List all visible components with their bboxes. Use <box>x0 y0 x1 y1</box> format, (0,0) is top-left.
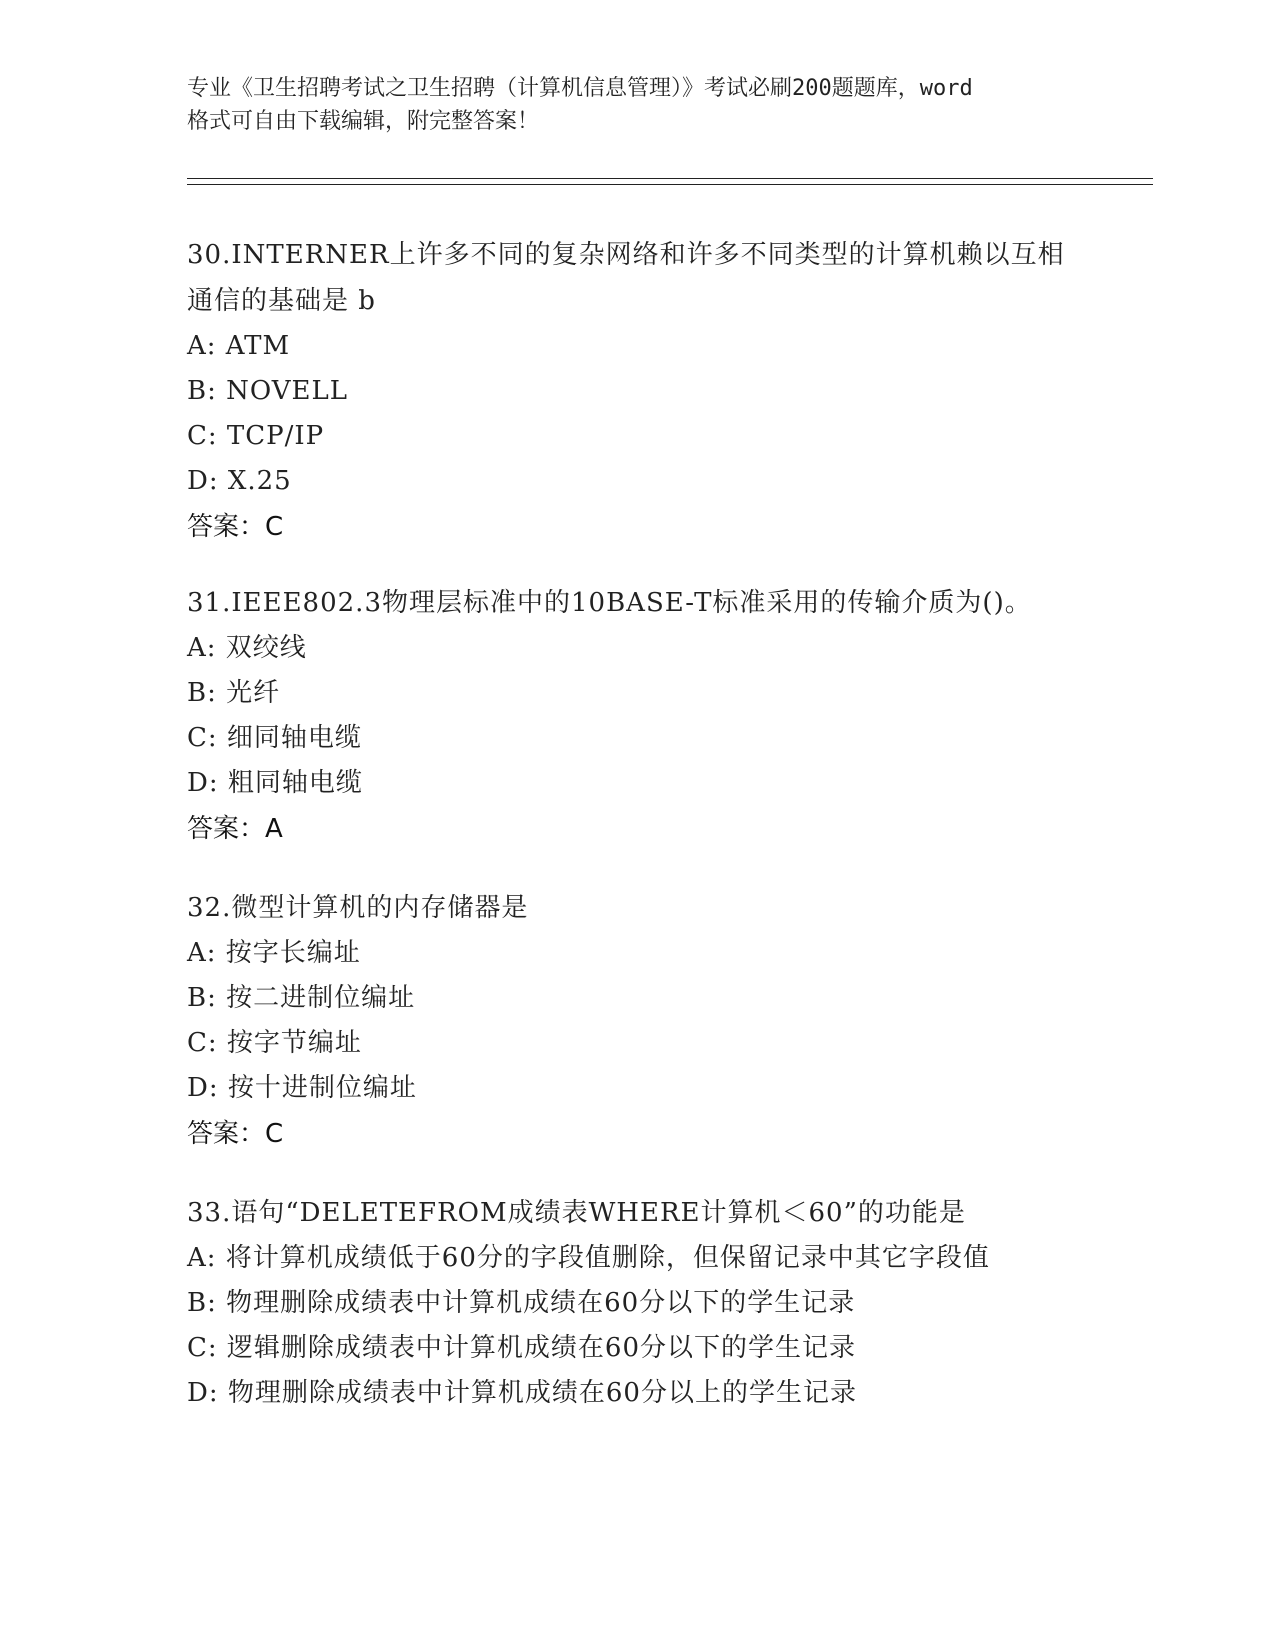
option-a: A: 将计算机成绩低于60分的字段值删除，但保留记录中其它字段值 <box>187 1243 990 1273</box>
option-a: A: 双绞线 <box>187 633 307 663</box>
question-30 <box>187 232 1087 550</box>
question-stem: 31.IEEE802.3物理层标准中的10BASE-T标准采用的传输介质为()。 <box>187 588 1032 618</box>
answer: 答案：A <box>187 814 283 844</box>
option-a: A: 按字长编址 <box>187 938 361 968</box>
option-b: B: 物理删除成绩表中计算机成绩在60分以下的学生记录 <box>187 1288 856 1318</box>
header-divider <box>187 178 1153 185</box>
option-d: D: 粗同轴电缆 <box>187 768 363 798</box>
question-stem: 30.INTERNER上许多不同的复杂网络和许多不同类型的计算机赖以互相 <box>187 240 1065 270</box>
question-stem: 32.微型计算机的内存储器是 <box>187 893 529 923</box>
option-d: D: 按十进制位编址 <box>187 1073 417 1103</box>
option-c: C: 按字节编址 <box>187 1028 362 1058</box>
answer: 答案：C <box>187 512 284 542</box>
option-d: D: X.25 <box>187 466 292 496</box>
option-a: A: ATM <box>187 331 291 361</box>
option-d: D: 物理删除成绩表中计算机成绩在60分以上的学生记录 <box>187 1378 857 1408</box>
question-stem-continued: 通信的基础是 b <box>187 286 376 316</box>
header-line-1: 专业《卫生招聘考试之卫生招聘（计算机信息管理）》考试必刷200题题库，word <box>187 76 973 101</box>
document-header <box>187 72 1087 138</box>
option-c: C: TCP/IP <box>187 421 325 451</box>
option-c: C: 细同轴电缆 <box>187 723 362 753</box>
question-33 <box>187 1190 1087 1416</box>
option-b: B: NOVELL <box>187 376 349 406</box>
header-line-2: 格式可自由下载编辑，附完整答案！ <box>187 109 540 134</box>
question-stem: 33.语句“DELETEFROM成绩表WHERE计算机＜60”的功能是 <box>187 1198 966 1228</box>
question-32 <box>187 885 1087 1157</box>
option-c: C: 逻辑删除成绩表中计算机成绩在60分以下的学生记录 <box>187 1333 857 1363</box>
question-31 <box>187 580 1087 852</box>
option-b: B: 按二进制位编址 <box>187 983 416 1013</box>
answer: 答案：C <box>187 1119 284 1149</box>
option-b: B: 光纤 <box>187 678 281 708</box>
